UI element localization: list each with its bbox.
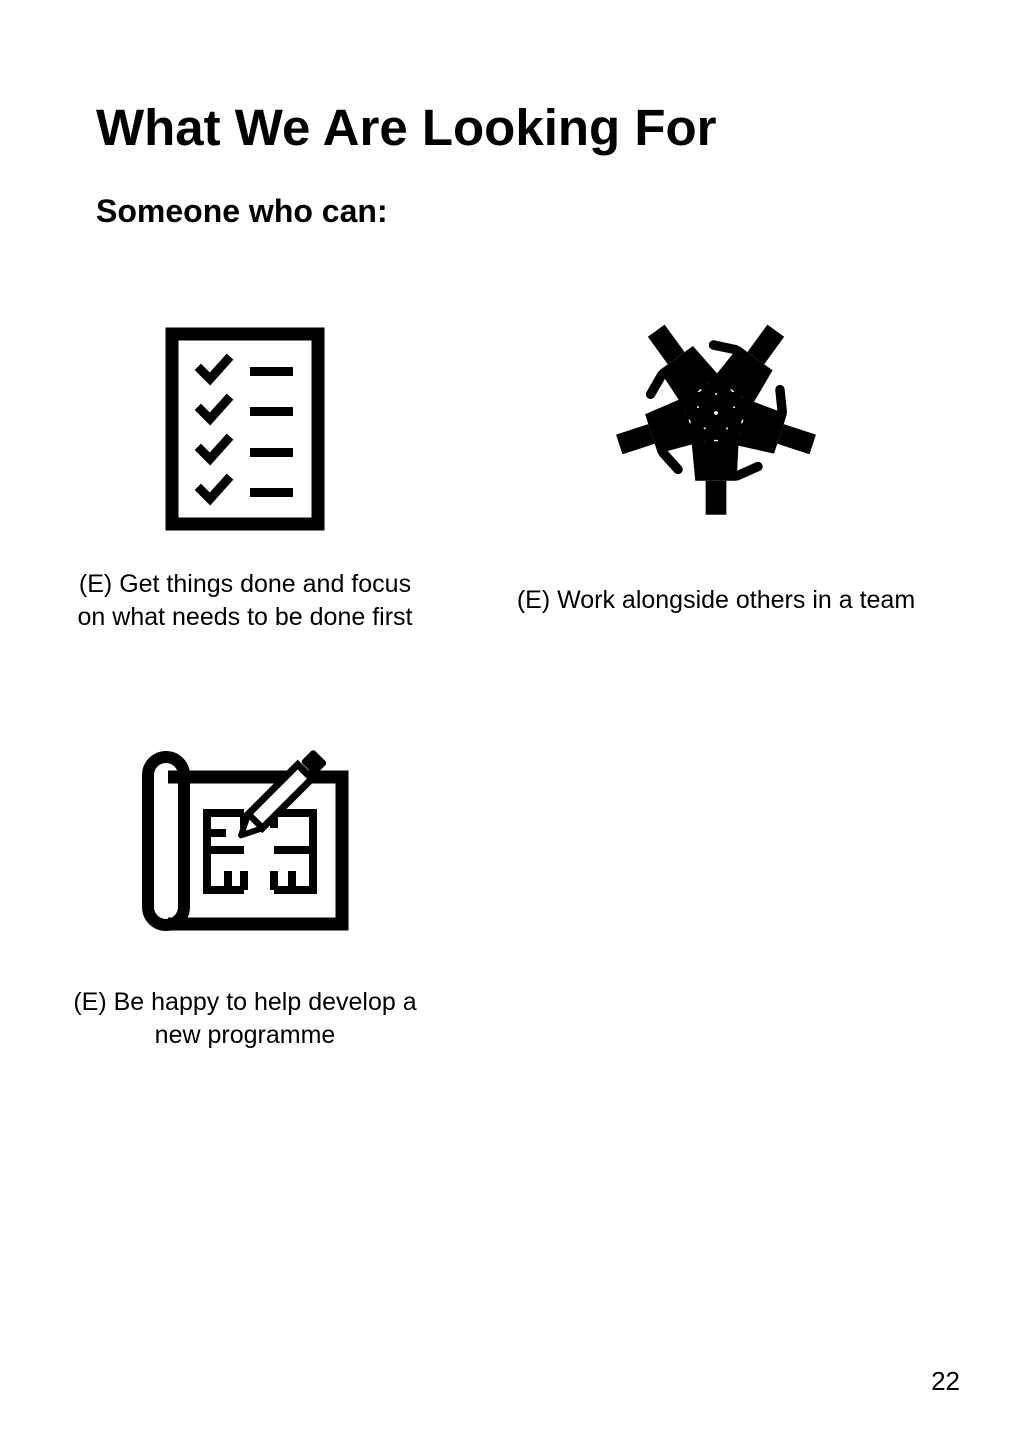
- page-number: 22: [931, 1366, 960, 1396]
- blueprint-pencil-icon: [140, 743, 352, 933]
- item-caption: (E) Get things done and focus on what needs to be done first: [77, 570, 413, 631]
- checklist-icon: [160, 322, 330, 536]
- page-subtitle: Someone who can:: [96, 193, 388, 229]
- item-caption: (E) Be happy to help develop a new programme: [73, 988, 417, 1049]
- page-title: What We Are Looking For: [96, 99, 717, 156]
- item-caption: (E) Work alongside others in a team: [516, 586, 916, 614]
- team-hands-icon: [596, 300, 836, 526]
